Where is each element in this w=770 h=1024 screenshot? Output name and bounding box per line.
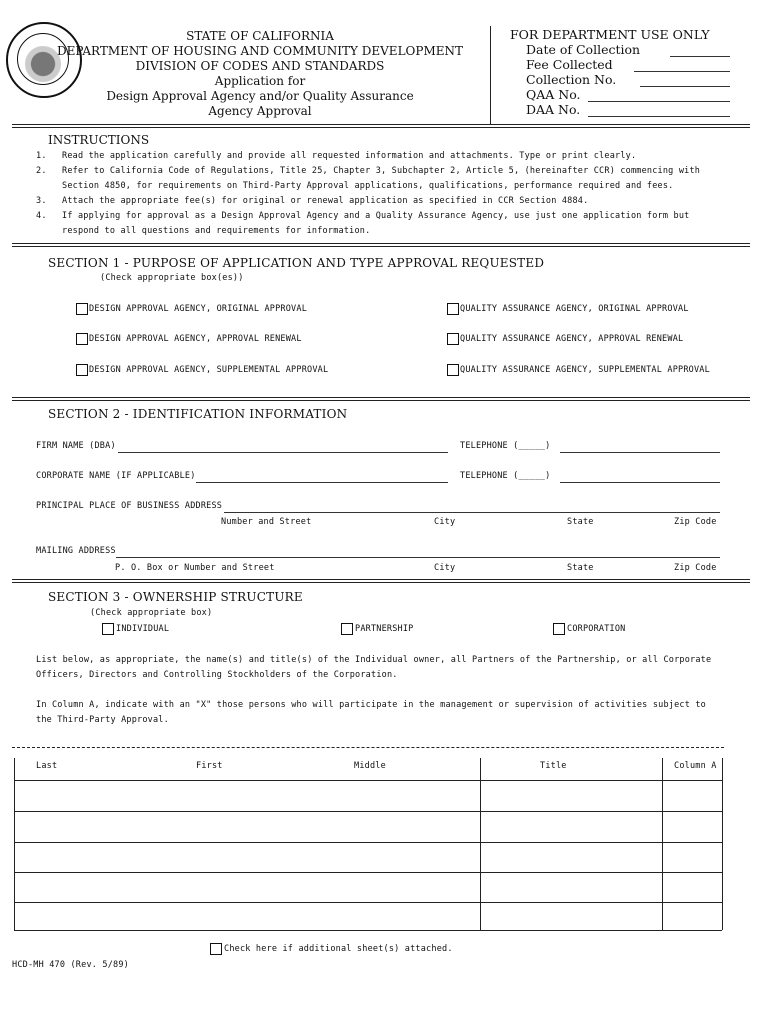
dept-fee-label: Fee Collected — [526, 57, 613, 72]
table-name-title-divider — [480, 758, 481, 930]
mailing-city-caption: City — [434, 563, 456, 573]
table-row[interactable] — [14, 811, 722, 812]
header-title-line3: Agency Approval — [208, 104, 312, 118]
qa-renewal-checkbox[interactable] — [447, 333, 459, 345]
corporate-name-field[interactable] — [196, 482, 448, 483]
dept-collection-field[interactable] — [640, 86, 730, 87]
mailing-street-caption: P. O. Box or Number and Street — [115, 563, 275, 573]
instruction-text: Refer to California Code of Regulations, Title 25, Chapter 3, Subchapter 2, Article 5, (hereinafter CCR) commencing with — [62, 166, 701, 176]
instruction-text: Section 4850, for requirements on Third-Party Approval applications, qualifications, performance required and fees. — [62, 181, 674, 191]
corporation-label: CORPORATION — [567, 624, 626, 634]
instruction-number: 3. — [36, 196, 47, 206]
section3-title: SECTION 3 - OWNERSHIP STRUCTURE — [48, 590, 303, 604]
qa-original-label: QUALITY ASSURANCE AGENCY, ORIGINAL APPROVAL — [460, 304, 689, 314]
dept-date-field[interactable] — [670, 56, 730, 57]
table-top-border — [12, 747, 724, 748]
dept-use-heading: FOR DEPARTMENT USE ONLY — [510, 27, 710, 42]
mailing-state-caption: State — [567, 563, 594, 573]
firm-telephone-label: TELEPHONE (_____) — [460, 441, 551, 451]
principal-street-caption: Number and Street — [221, 517, 312, 527]
dept-daa-field[interactable] — [588, 116, 730, 117]
instruction-text: Read the application carefully and provide all requested information and attachments. Type or print clearly. — [62, 151, 637, 161]
corporation-checkbox[interactable] — [553, 623, 565, 635]
instruction-text: If applying for approval as a Design Approval Agency and a Quality Assurance Agency, use just one application form but — [62, 211, 690, 221]
mailing-address-label: MAILING ADDRESS — [36, 546, 116, 556]
section2-rule — [12, 579, 750, 583]
header-state: STATE OF CALIFORNIA — [186, 29, 334, 43]
instruction-number: 4. — [36, 211, 47, 221]
header-title-line1: Application for — [214, 74, 306, 88]
header-divider — [490, 26, 491, 124]
header-title-line2: Design Approval Agency and/or Quality Assurance — [106, 89, 414, 103]
firm-name-field[interactable] — [118, 452, 448, 453]
table-left-border — [14, 758, 15, 930]
partnership-label: PARTNERSHIP — [355, 624, 414, 634]
design-original-checkbox[interactable] — [76, 303, 88, 315]
column-header-last: Last — [36, 761, 58, 771]
column-a-instructions: In Column A, indicate with an "X" those persons who will participate in the management or supervision of activities subject to — [36, 700, 706, 710]
instructions-heading: INSTRUCTIONS — [48, 133, 150, 147]
design-renewal-checkbox[interactable] — [76, 333, 88, 345]
principal-address-label: PRINCIPAL PLACE OF BUSINESS ADDRESS — [36, 501, 223, 511]
principal-state-caption: State — [567, 517, 594, 527]
section2-title: SECTION 2 - IDENTIFICATION INFORMATION — [48, 407, 348, 421]
corporate-telephone-field[interactable] — [560, 482, 720, 483]
column-header-first: First — [196, 761, 223, 771]
table-row[interactable] — [14, 842, 722, 843]
mailing-address-field[interactable] — [116, 557, 720, 558]
qa-renewal-label: QUALITY ASSURANCE AGENCY, APPROVAL RENEWAL — [460, 334, 684, 344]
additional-sheets-label: Check here if additional sheet(s) attached. — [224, 944, 453, 954]
table-title-columna-divider — [662, 758, 663, 930]
qa-original-checkbox[interactable] — [447, 303, 459, 315]
column-header-title: Title — [540, 761, 567, 771]
instruction-number: 2. — [36, 166, 47, 176]
firm-name-label: FIRM NAME (DBA) — [36, 441, 116, 451]
table-right-border — [722, 758, 723, 930]
design-supplemental-checkbox[interactable] — [76, 364, 88, 376]
section3-note: (Check appropriate box) — [90, 608, 213, 618]
firm-telephone-field[interactable] — [560, 452, 720, 453]
column-header-middle: Middle — [354, 761, 386, 771]
principal-city-caption: City — [434, 517, 456, 527]
mailing-zip-caption: Zip Code — [674, 563, 717, 573]
partnership-checkbox[interactable] — [341, 623, 353, 635]
design-original-label: DESIGN APPROVAL AGENCY, ORIGINAL APPROVAL — [89, 304, 308, 314]
instruction-text: respond to all questions and requirements for information. — [62, 226, 371, 236]
column-a-instructions: the Third-Party Approval. — [36, 715, 169, 725]
table-row[interactable] — [14, 872, 722, 873]
section1-rule — [12, 397, 750, 401]
table-bottom-border — [14, 930, 722, 931]
dept-date-label: Date of Collection — [526, 42, 641, 57]
corporate-telephone-label: TELEPHONE (_____) — [460, 471, 551, 481]
header-department: DEPARTMENT OF HOUSING AND COMMUNITY DEVELOPMENT — [57, 44, 463, 58]
principal-address-field[interactable] — [224, 512, 720, 513]
principal-zip-caption: Zip Code — [674, 517, 717, 527]
ownership-instructions: Officers, Directors and Controlling Stockholders of the Corporation. — [36, 670, 398, 680]
design-renewal-label: DESIGN APPROVAL AGENCY, APPROVAL RENEWAL — [89, 334, 302, 344]
dept-collection-label: Collection No. — [526, 72, 617, 87]
additional-sheets-checkbox[interactable] — [210, 943, 222, 955]
header-rule — [12, 124, 750, 128]
table-row[interactable] — [14, 902, 722, 903]
section1-title: SECTION 1 - PURPOSE OF APPLICATION AND TYPE APPROVAL REQUESTED — [48, 256, 545, 270]
design-supplemental-label: DESIGN APPROVAL AGENCY, SUPPLEMENTAL APPROVAL — [89, 365, 329, 375]
section1-note: (Check appropriate box(es)) — [100, 273, 244, 283]
column-header-column-a: Column A — [674, 761, 717, 771]
instruction-text: Attach the appropriate fee(s) for original or renewal application as specified in CCR Section 4884. — [62, 196, 589, 206]
qa-supplemental-checkbox[interactable] — [447, 364, 459, 376]
header-division: DIVISION OF CODES AND STANDARDS — [135, 59, 385, 73]
dept-fee-field[interactable] — [634, 71, 730, 72]
individual-label: INDIVIDUAL — [116, 624, 170, 634]
instruction-number: 1. — [36, 151, 47, 161]
dept-qaa-label: QAA No. — [526, 87, 581, 102]
instructions-rule — [12, 243, 750, 247]
individual-checkbox[interactable] — [102, 623, 114, 635]
dept-qaa-field[interactable] — [588, 101, 730, 102]
form-id: HCD-MH 470 (Rev. 5/89) — [12, 960, 129, 970]
corporate-name-label: CORPORATE NAME (IF APPLICABLE) — [36, 471, 196, 481]
table-row[interactable] — [14, 780, 722, 781]
qa-supplemental-label: QUALITY ASSURANCE AGENCY, SUPPLEMENTAL APPROVAL — [460, 365, 710, 375]
dept-daa-label: DAA No. — [526, 102, 581, 117]
ownership-instructions: List below, as appropriate, the name(s) and title(s) of the Individual owner, all Partners of the Partnership, or all Corporate — [36, 655, 712, 665]
